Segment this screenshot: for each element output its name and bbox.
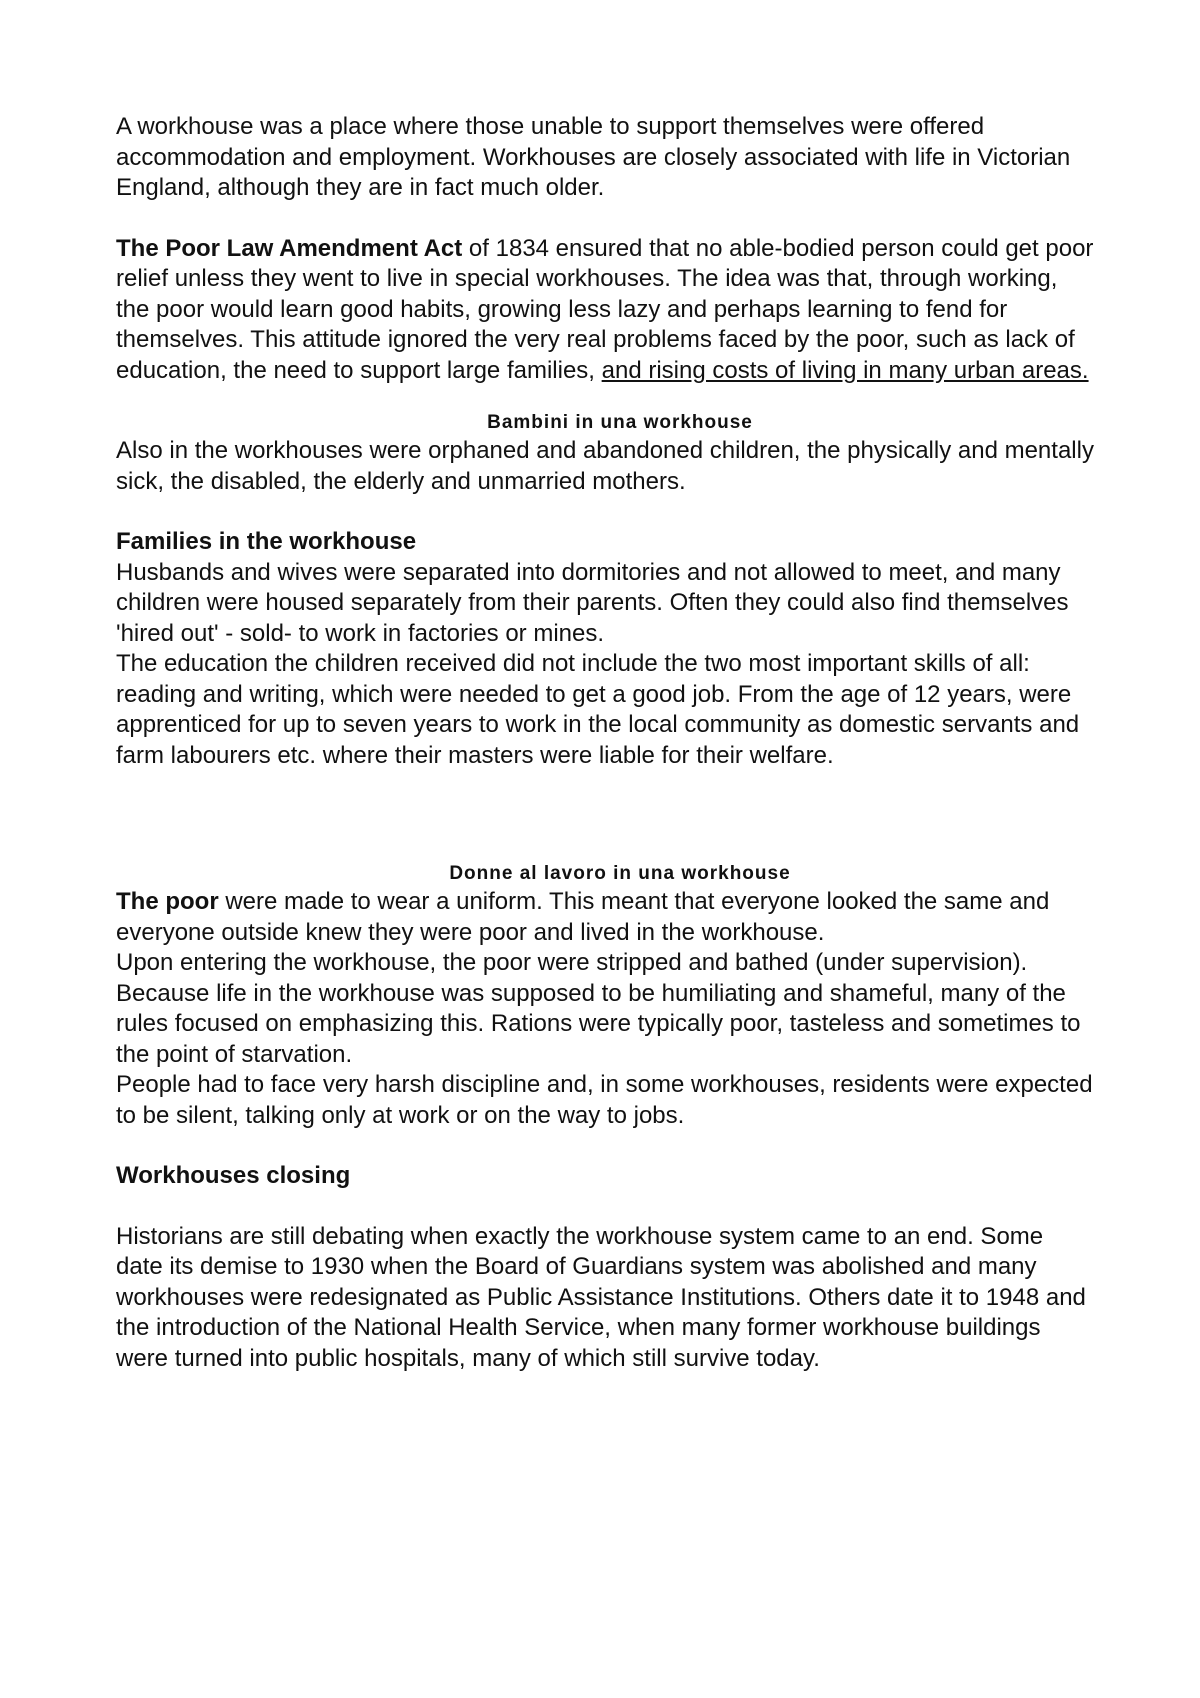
intro-paragraph: A workhouse was a place where those unable to support themselves were offered accommodation and employment. Workhouses are closely associated with life in Victorian England, although they are in fact much older. (116, 113, 1071, 201)
families-paragraph-2: The education the children received did not include the two most important skills of all: reading and writing, which were needed to get a good job. From the age of 12 years, were apprenticed for up to seven years to work in the local community as domestic servants and farm labourers etc. where their masters were liable for their welfare. (116, 650, 1080, 769)
spacer (116, 204, 1096, 234)
poor-law-act-title: The Poor Law Amendment Act (116, 234, 463, 262)
poor-bold-lead: The poor (116, 888, 219, 915)
poor-body: were made to wear a uniform. This meant that everyone looked the same and everyone outside knew they were poor and lived in the workhouse. (116, 888, 1050, 946)
poor-paragraph-2: Upon entering the workhouse, the poor were stripped and bathed (under supervision). (116, 949, 1028, 976)
spacer (116, 1192, 1096, 1222)
poor-paragraph-4: People had to face very harsh discipline and, in some workhouses, residents were expected to be silent, talking only at work or on the way to jobs. (116, 1071, 1093, 1129)
poor-law-paragraph (116, 234, 1096, 387)
poor-paragraph-1 (116, 887, 1096, 948)
caption-children: Bambini in una workhouse (487, 412, 753, 433)
poor-law-body: of 1834 ensured that no able-bodied person could get poor relief unless they went to live in special workhouses. The idea was that, through working, the poor would learn good habits, growing less lazy and perhaps learning to fend for themselves. This attitude ignored the very real problems faced by the poor, such as lack of education, the need to support large families, (116, 234, 1094, 384)
spacer (116, 386, 1096, 410)
families-paragraph-1: Husbands and wives were separated into dormitories and not allowed to meet, and many children were housed separately from their parents. Often they could also find themselves 'hired out' - sold- to work in factories or mines. (116, 558, 1069, 647)
closing-heading: Workhouses closing (116, 1162, 351, 1189)
families-heading: Families in the workhouse (116, 528, 417, 555)
spacer (116, 771, 1096, 861)
also-in-paragraph: Also in the workhouses were orphaned and abandoned children, the physically and mentally sick, the disabled, the elderly and unmarried mothers. (116, 437, 1094, 495)
closing-paragraph: Historians are still debating when exactly the workhouse system came to an end. Some date its demise to 1930 when the Board of Guardians system was abolished and many workhouses were redesignated as Public Assistance Institutions. Others date it to 1948 and the introduction of the National Health Service, when many former workhouse buildings were turned into public hospitals, many of which still survive today. (116, 1222, 1086, 1372)
document-page (116, 112, 1096, 1374)
spacer (116, 1131, 1096, 1161)
poor-law-underlined-text: and rising costs of living in many urban areas. (601, 356, 1089, 384)
spacer (116, 497, 1096, 527)
poor-paragraph-3: Because life in the workhouse was supposed to be humiliating and shameful, many of the rules focused on emphasizing this. Rations were typically poor, tasteless and sometimes to the point of starvation. (116, 979, 1081, 1068)
caption-women: Donne al lavoro in una workhouse (449, 863, 791, 884)
